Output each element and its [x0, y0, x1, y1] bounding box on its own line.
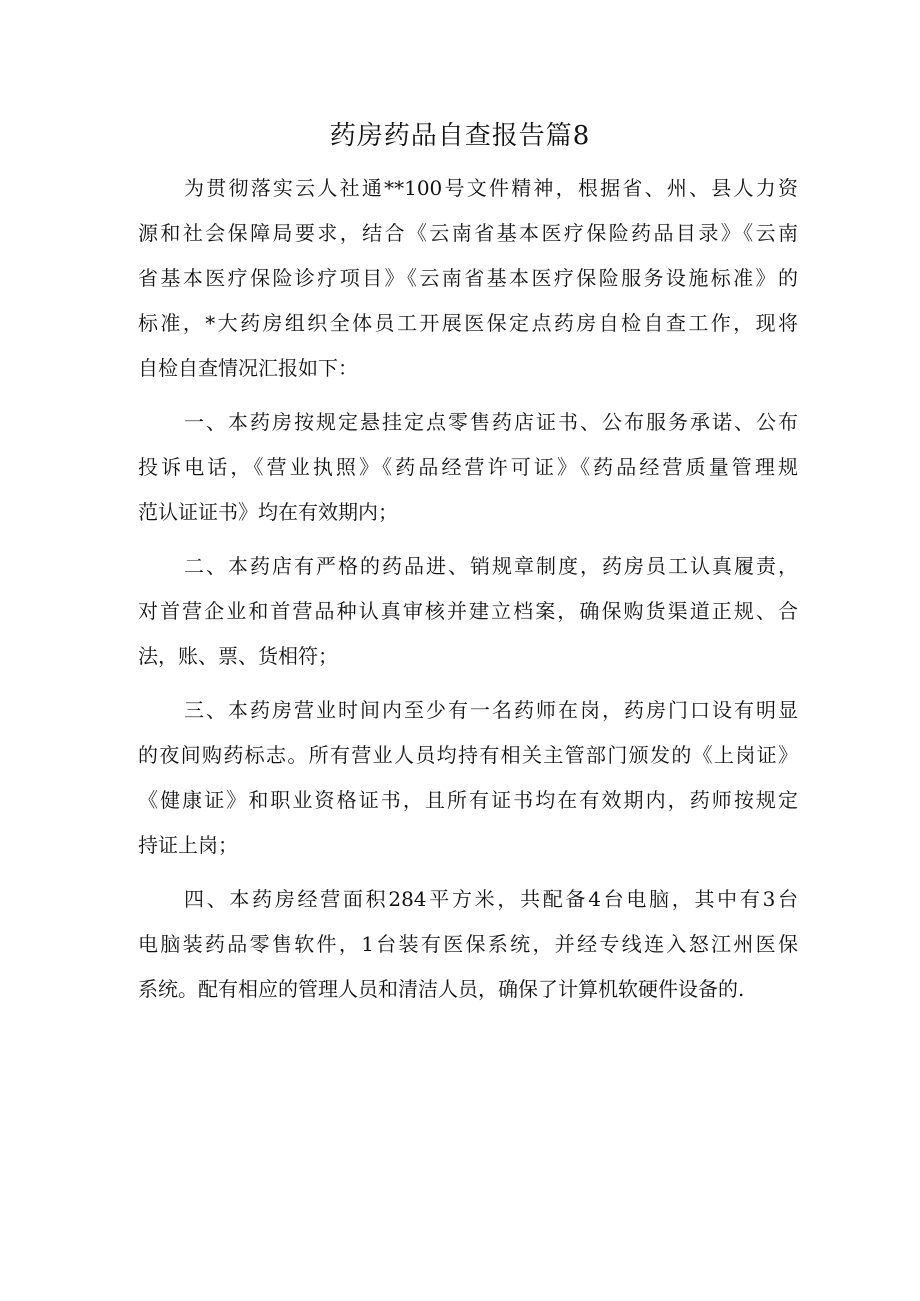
document-body — [138, 166, 798, 1012]
paragraph-line: 法，账、票、货相符； — [138, 644, 338, 668]
paragraph-line: 投诉电话，《营业执照》《药品经营许可证》《药品经营质量管理规 — [138, 455, 798, 479]
paragraph-line: 对首营企业和首营品种认真审核并建立档案，确保购货渠道正规、合 — [138, 599, 798, 623]
paragraph-line: 的夜间购药标志。所有营业人员均持有相关主管部门颁发的《上岗证》 — [138, 743, 798, 767]
paragraph-line: 为贯彻落实云人社通**100号文件精神，根据省、州、县人力资 — [184, 176, 798, 200]
document-title: 药房药品自查报告篇8 — [329, 121, 591, 151]
paragraph-line: 范认证证书》均在有效期内； — [138, 500, 398, 524]
paragraph-line: 标准，*大药房组织全体员工开展医保定点药房自检自查工作，现将 — [138, 311, 798, 335]
paragraph-item-4 — [138, 877, 798, 1012]
paragraph-line: 系统。配有相应的管理人员和清洁人员，确保了计算机软硬件设备的. — [138, 977, 745, 1001]
paragraph-line: 一、本药房按规定悬挂定点零售药店证书、公布服务承诺、公布 — [184, 410, 798, 434]
paragraph-line: 自检自查情况汇报如下： — [138, 356, 358, 380]
paragraph-line: 持证上岗； — [138, 833, 238, 857]
paragraph-line: 四、本药房经营面积284平方米，共配备4台电脑，其中有3台 — [184, 887, 798, 911]
paragraph-line: 省基本医疗保险诊疗项目》《云南省基本医疗保险服务设施标准》的 — [138, 266, 798, 290]
paragraph-line: 三、本药房营业时间内至少有一名药师在岗，药房门口设有明显 — [184, 698, 798, 722]
paragraph-item-3 — [138, 688, 798, 868]
paragraph-intro — [138, 166, 798, 391]
paragraph-item-1 — [138, 400, 798, 535]
paragraph-line: 源和社会保障局要求，结合《云南省基本医疗保险药品目录》《云南 — [138, 221, 798, 245]
paragraph-line: 电脑装药品零售软件，1台装有医保系统，并经专线连入怒江州医保 — [138, 932, 798, 956]
paragraph-line: 《健康证》和职业资格证书，且所有证书均在有效期内，药师按规定 — [138, 788, 798, 812]
paragraph-item-2 — [138, 544, 798, 679]
paragraph-line: 二、本药店有严格的药品进、销规章制度，药房员工认真履责， — [184, 554, 798, 578]
